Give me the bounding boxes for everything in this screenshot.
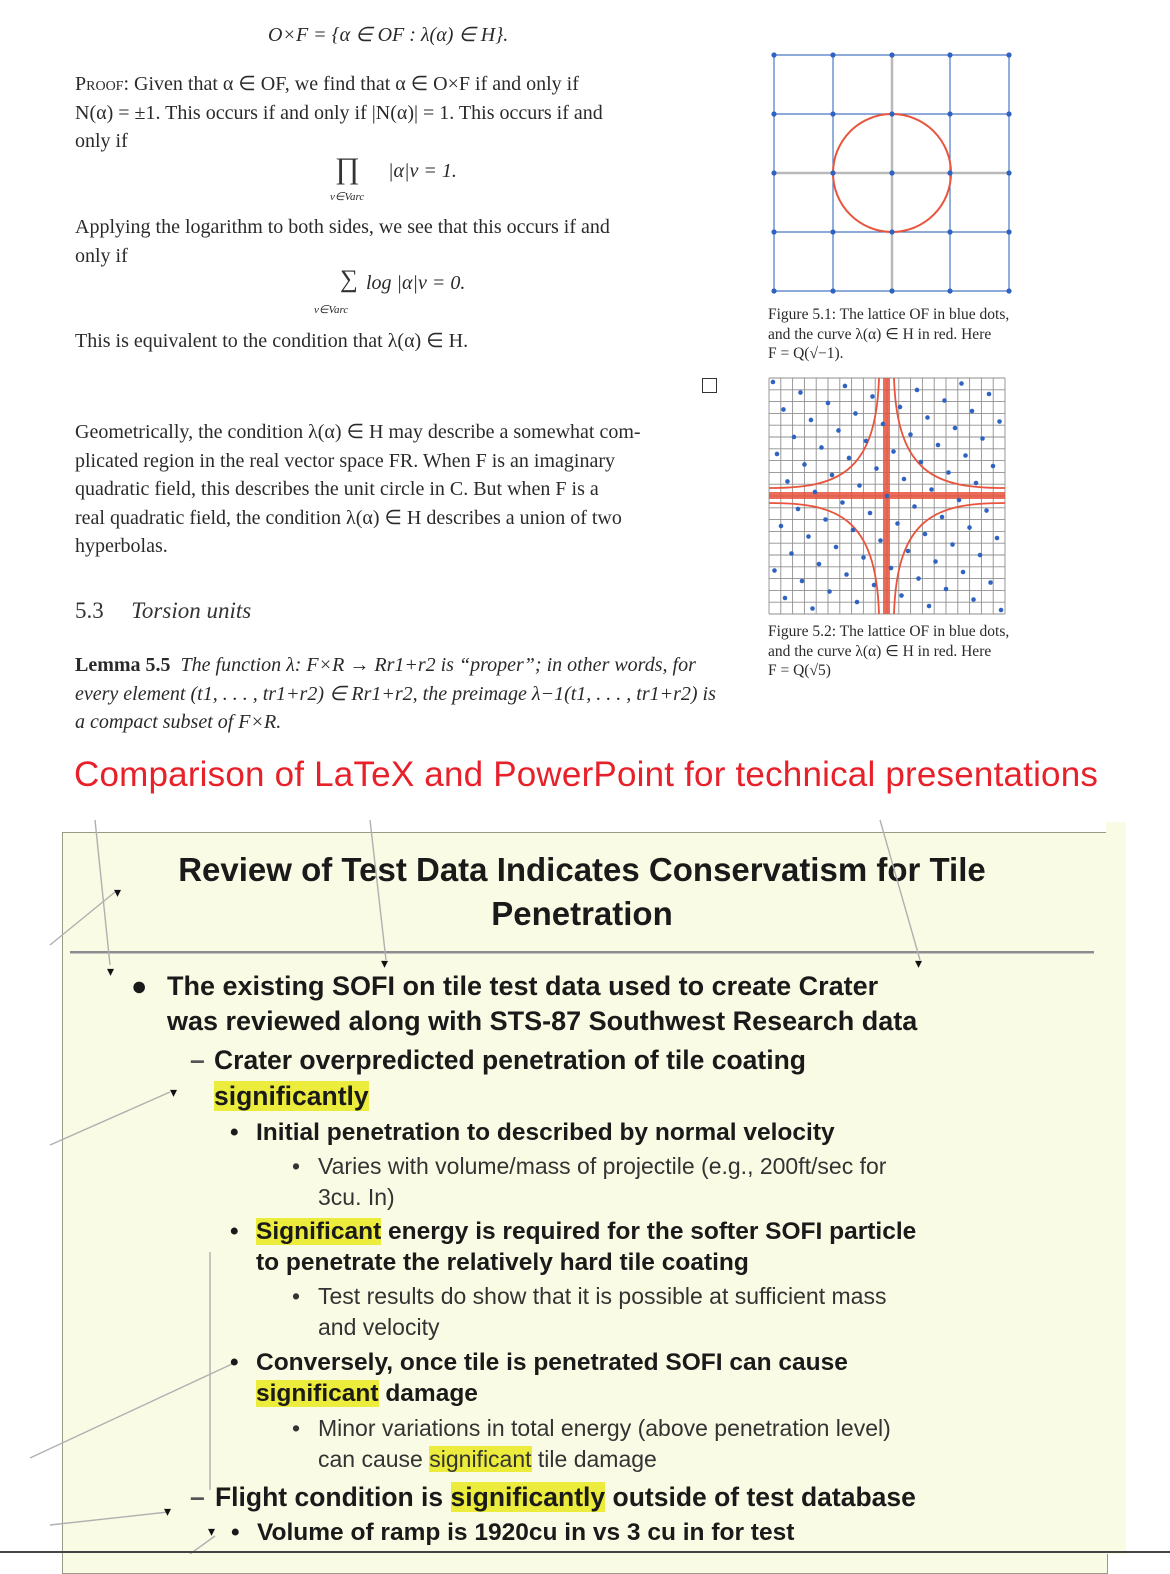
arrow-marker: ▾ [915, 955, 923, 971]
lattice-dot [789, 551, 794, 556]
bullet-significant-energy [256, 1216, 916, 1278]
lattice-dot [933, 559, 938, 564]
lattice-dot [771, 288, 776, 293]
lattice-dot [809, 418, 814, 423]
lattice-dot [947, 111, 952, 116]
bullet-varies-volume [318, 1151, 886, 1213]
lattice-dot [961, 570, 966, 575]
geometric-paragraph [75, 418, 641, 561]
proof-continued [75, 213, 610, 270]
bullet-text: can cause [318, 1446, 430, 1472]
lattice-dot [987, 392, 992, 397]
proof-label: Proof [75, 73, 124, 95]
lattice-dot [995, 536, 1000, 541]
lattice-dot [779, 524, 784, 529]
proof-line3: only if [75, 130, 128, 152]
bullet-line: The existing SOFI on tile test data used to create Crater [167, 971, 879, 1001]
comparison-headline: Comparison of LaTeX and PowerPoint for technical presentations [74, 755, 1099, 794]
bullet-crater-overpredicted [214, 1042, 806, 1114]
lattice-dot [827, 589, 832, 594]
lattice-dot [889, 566, 894, 571]
sum-symbol: ∑ [340, 266, 358, 293]
slide-title-line1: Review of Test Data Indicates Conservatism for Tile [178, 851, 986, 888]
bullet-text: outside of test database [605, 1482, 916, 1512]
highlight-significantly: significantly [450, 1482, 606, 1512]
lattice-dot [792, 435, 797, 440]
sub-bullet-marker: • [292, 1153, 301, 1179]
lattice-dot [947, 170, 952, 175]
lattice-dot [929, 487, 934, 492]
lattice-dot [946, 470, 951, 475]
lattice-dot [878, 538, 883, 543]
lattice-dot [844, 572, 849, 577]
lattice-dot [847, 456, 852, 461]
top-equation: O×F = {α ∈ OF : λ(α) ∈ H}. [268, 24, 509, 46]
sub-bullet-marker: • [292, 1415, 301, 1441]
lattice-dot [891, 449, 896, 454]
lattice-dot [874, 466, 879, 471]
geometric-line: quadratic field, this describes the unit circle in C. But when F is a [75, 478, 599, 500]
bullet-line: 3cu. In) [318, 1184, 395, 1210]
geometric-line: hyperbolas. [75, 535, 168, 557]
lattice-dot [889, 229, 894, 234]
dash-marker: – [190, 1482, 205, 1512]
highlight-significant: significant [256, 1380, 379, 1407]
bullet-line: Test results do show that it is possible at sufficient mass [318, 1283, 887, 1309]
bullet-line: Crater overpredicted penetration of tile coating [214, 1045, 806, 1075]
lattice-dot [1006, 288, 1011, 293]
bullet-text: Flight condition is [215, 1482, 451, 1512]
sub-bullet-marker: • [230, 1349, 239, 1376]
proof-line2: N(α) = ±1. This occurs if and only if |N(α)| = 1. This occurs if and [75, 101, 603, 124]
lattice-dot [872, 583, 877, 588]
arrow-marker: ▾ [381, 955, 389, 971]
bullet-test-results [318, 1281, 886, 1343]
lattice-dot [843, 384, 848, 389]
lattice-dot [940, 515, 945, 520]
lattice-dot [889, 288, 894, 293]
caption-line: F = Q(√5) [768, 662, 831, 679]
lattice-dot [967, 525, 972, 530]
geometric-line: real quadratic field, the condition λ(α) ∈ H describes a union of two [75, 506, 622, 529]
lattice-dot [895, 521, 900, 526]
figure-5-1-caption [768, 305, 1009, 364]
lattice-dot [830, 52, 835, 57]
bullet-line: Conversely, once tile is penetrated SOFI can cause [256, 1349, 848, 1376]
lattice-dot [830, 111, 835, 116]
lattice-dot [840, 500, 845, 505]
geometric-line: Geometrically, the condition λ(α) ∈ H may describe a somewhat com- [75, 421, 641, 443]
geometric-line: plicated region in the real vector space FR. When F is an imaginary [75, 449, 616, 472]
lattice-dot [936, 443, 941, 448]
lattice-dot [923, 532, 928, 537]
lattice-dot [925, 415, 930, 420]
bullet-conversely [256, 1347, 848, 1409]
proof-line1: : Given that α ∈ OF, we find that α ∈ O×F if and only if [123, 73, 579, 95]
lattice-dot [898, 405, 903, 410]
bullet-text: energy is required for the softer SOFI particle [381, 1218, 917, 1245]
bullet-text: tile damage [531, 1446, 657, 1472]
lattice-dot [775, 452, 780, 457]
bullet-line: to penetrate the relatively hard tile coating [256, 1249, 749, 1276]
arrow-marker: ▾ [164, 1503, 172, 1519]
lattice-dot [957, 498, 962, 503]
bullet-line: Minor variations in total energy (above penetration level) [318, 1415, 891, 1441]
sum-subscript: v∈Varc [314, 304, 349, 316]
lattice-dot [970, 409, 975, 414]
bullet-initial-penetration: Initial penetration to described by normal velocity [256, 1119, 835, 1146]
dash-marker: – [190, 1045, 205, 1075]
lattice-dot [817, 562, 822, 567]
bullet-line: Varies with volume/mass of projectile (e.g., 200ft/sec for [318, 1153, 887, 1179]
lattice-dot [902, 477, 907, 482]
lattice-dot [806, 534, 811, 539]
lattice-dot [771, 380, 776, 385]
lattice-dot [980, 436, 985, 441]
lattice-dot [942, 398, 947, 403]
lattice-dot [861, 555, 866, 560]
lattice-dot [927, 604, 932, 609]
bullet-line: and velocity [318, 1314, 440, 1340]
section-number: 5.3 [75, 598, 104, 623]
lattice-dot [974, 481, 979, 486]
lattice-dot [1006, 52, 1011, 57]
lattice-dot [830, 229, 835, 234]
lattice-dot [830, 473, 835, 478]
arrow-marker: ▾ [170, 1084, 178, 1100]
lattice-dot [978, 553, 983, 558]
bullet-line: was reviewed along with STS-87 Southwest Research data [167, 1006, 918, 1036]
highlight-significant: Significant [256, 1218, 382, 1245]
lattice-dot [889, 111, 894, 116]
lemma-line3: a compact subset of F×R. [75, 711, 282, 733]
lattice-dot [889, 170, 894, 175]
bullet-flight-condition [215, 1479, 916, 1515]
highlight-significant: significant [429, 1446, 532, 1472]
lattice-dot [772, 568, 777, 573]
lattice-dot [813, 490, 818, 495]
slide-title-line2: Penetration [491, 895, 673, 932]
lattice-dot [834, 545, 839, 550]
lattice-dot [984, 508, 989, 513]
caption-line: F = Q(√−1). [768, 345, 844, 362]
proof-line5: only if [75, 244, 128, 267]
lattice-dot [950, 542, 955, 547]
lattice-dot [785, 479, 790, 484]
proof-line4: Applying the logarithm to both sides, we see that this occurs if and [75, 216, 610, 238]
lattice-dot [826, 401, 831, 406]
lattice-dot [830, 170, 835, 175]
caption-line: and the curve λ(α) ∈ H in red. Here [768, 642, 992, 660]
lattice-dot [919, 460, 924, 465]
caption-line: Figure 5.1: The lattice OF in blue dots, [768, 306, 1010, 323]
caption-line: Figure 5.2: The lattice OF in blue dots, [768, 623, 1010, 640]
lattice-dot [851, 528, 856, 533]
lattice-dot [830, 288, 835, 293]
bottom-border [0, 1551, 1170, 1553]
lattice-dot [999, 608, 1004, 613]
lattice-dot [997, 419, 1002, 424]
lattice-dot [906, 549, 911, 554]
product-equation: |α|v = 1. [388, 160, 457, 182]
lattice-dot [781, 407, 786, 412]
lattice-dot [947, 229, 952, 234]
product-subscript: v∈Varc [330, 191, 365, 203]
qed-symbol [702, 378, 717, 393]
lattice-dot [771, 111, 776, 116]
arrow-marker: ▾ [107, 963, 115, 979]
lattice-dot [771, 52, 776, 57]
lattice-dot [947, 52, 952, 57]
lattice-dot [853, 411, 858, 416]
bullet-sofi-review [167, 969, 917, 1039]
lattice-dot [864, 439, 869, 444]
sub-bullet-marker: • [230, 1119, 239, 1146]
lemma-line2: every element (t1, . . . , tr1+r2) ∈ Rr1+r2, the preimage λ−1(t1, . . . , tr1+r2) is [75, 682, 716, 705]
section-heading [75, 598, 251, 624]
highlight-significantly: significantly [214, 1081, 369, 1111]
lattice-dot [868, 511, 873, 516]
lattice-dot [908, 432, 913, 437]
lattice-dot [991, 464, 996, 469]
lattice-dot [810, 606, 815, 611]
lattice-dot [870, 394, 875, 399]
figure-5-1-lattice [760, 40, 1030, 300]
lattice-dot [783, 596, 788, 601]
lattice-dot [944, 587, 949, 592]
lattice-dot [915, 388, 920, 393]
arrow-marker: ▾ [114, 884, 122, 900]
lattice-dot [1006, 111, 1011, 116]
lattice-dot [798, 390, 803, 395]
lattice-dot [771, 229, 776, 234]
bullet-text: damage [378, 1380, 478, 1407]
lattice-dot [885, 494, 890, 499]
caption-line: and the curve λ(α) ∈ H in red. Here [768, 325, 992, 343]
proof-line6: This is equivalent to the condition that λ(α) ∈ H. [75, 330, 469, 352]
lemma-line1: The function λ: F×R → Rr1+r2 is “proper”; in other words, for [180, 654, 696, 676]
lattice-dot [912, 504, 917, 509]
lattice-dot [800, 579, 805, 584]
bullet-volume-ramp: Volume of ramp is 1920cu in vs 3 cu in for test [257, 1519, 795, 1546]
lattice-dot [881, 422, 886, 427]
proof-block [75, 70, 603, 156]
lattice-dot [1006, 229, 1011, 234]
bullet-minor-variations [318, 1413, 891, 1475]
lattice-dot [971, 597, 976, 602]
lattice-dot [796, 507, 801, 512]
lattice-dot [947, 288, 952, 293]
lattice-dot [889, 52, 894, 57]
lattice-dot [953, 426, 958, 431]
lattice-dot [899, 593, 904, 598]
lattice-dot [836, 428, 841, 433]
lattice-dot [1006, 170, 1011, 175]
section-title: Torsion units [131, 598, 252, 623]
lattice-dot [988, 580, 993, 585]
lattice-dot [857, 483, 862, 488]
lattice-dot [823, 517, 828, 522]
lattice-dot [802, 462, 807, 467]
sum-equation: log |α|v = 0. [366, 272, 466, 294]
sub-bullet-marker: • [230, 1218, 239, 1245]
lattice-dot [819, 445, 824, 450]
sub-bullet-marker: • [292, 1283, 301, 1309]
arrow-marker: ▾ [208, 1523, 216, 1539]
sub-bullet-marker: • [231, 1519, 240, 1546]
figure-5-2-caption [768, 622, 1009, 681]
lattice-dot [959, 381, 964, 386]
lemma-block [75, 651, 716, 737]
lattice-dot [916, 576, 921, 581]
level1-bullet-marker: ● [131, 971, 148, 1001]
lemma-label: Lemma 5.5 [75, 654, 171, 676]
lattice-dot [855, 600, 860, 605]
figure-5-2-lattice [766, 375, 1008, 617]
lattice-dot [771, 170, 776, 175]
product-symbol: ∏ [335, 152, 360, 185]
lattice-dot [963, 453, 968, 458]
